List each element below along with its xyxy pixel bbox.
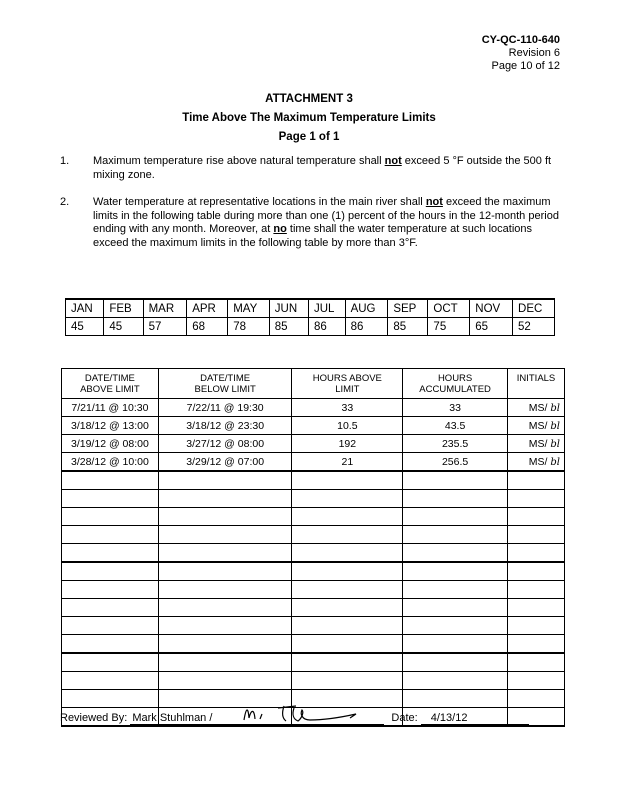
handwritten-initials: bl <box>550 420 560 432</box>
blank-cell <box>292 617 403 635</box>
header-line: INITIALS <box>516 373 556 384</box>
month-cell: JAN <box>66 299 104 318</box>
blank-cell <box>158 471 292 490</box>
initials-text: MS/ <box>528 437 548 450</box>
blank-cell <box>158 544 292 563</box>
exceedance-log-table <box>61 368 565 727</box>
month-cell: FEB <box>104 299 143 318</box>
date-below-cell: 3/18/12 @ 23:30 <box>158 417 292 435</box>
blank-cell <box>508 672 565 690</box>
blank-cell <box>292 544 403 563</box>
date-above-cell: 7/21/11 @ 10:30 <box>62 399 159 417</box>
month-cell: MAY <box>228 299 270 318</box>
initials-cell <box>508 399 565 417</box>
blank-cell <box>292 508 403 526</box>
blank-cell <box>508 471 565 490</box>
initials-cell <box>508 435 565 453</box>
hours-accumulated-cell: 43.5 <box>403 417 508 435</box>
column-header <box>158 369 292 399</box>
month-cell: JUN <box>269 299 308 318</box>
blank-row <box>62 508 565 526</box>
initials-cell <box>508 453 565 472</box>
blank-cell <box>292 471 403 490</box>
blank-cell <box>62 617 159 635</box>
blank-cell <box>403 672 508 690</box>
initials-text: MS/ <box>528 419 548 432</box>
month-cell: OCT <box>428 299 470 318</box>
date-value: 4/13/12 <box>421 712 529 725</box>
column-header <box>62 369 159 399</box>
limit-cell: 57 <box>143 318 187 336</box>
hours-above-cell: 33 <box>292 399 403 417</box>
blank-cell <box>158 526 292 544</box>
blank-row <box>62 581 565 599</box>
limit-cell: 86 <box>345 318 388 336</box>
date-below-cell: 7/22/11 @ 19:30 <box>158 399 292 417</box>
paragraph-1 <box>60 155 560 185</box>
header-line: ACCUMULATED <box>419 383 491 395</box>
revision: Revision 6 <box>508 47 560 59</box>
monthly-limits-table <box>65 298 555 336</box>
limit-cell: 86 <box>309 318 346 336</box>
blank-cell <box>158 508 292 526</box>
paragraph-2 <box>60 196 560 276</box>
page-number: Page 10 of 12 <box>491 60 560 72</box>
blank-cell <box>403 490 508 508</box>
blank-cell <box>158 490 292 508</box>
blank-cell <box>292 599 403 617</box>
header-line: BELOW LIMIT <box>194 383 256 395</box>
text-run: exceed the maximum limits in the following table during more than one (1) percent of the hours in the 12-month period ending with any month. Moreover, at <box>93 196 559 235</box>
blank-row <box>62 562 565 581</box>
paragraph-number: 2. <box>60 196 70 208</box>
blank-row <box>62 617 565 635</box>
hours-accumulated-cell: 33 <box>403 399 508 417</box>
header-line: DATE/TIME <box>84 372 135 384</box>
emphasis: no <box>273 223 287 235</box>
blank-cell <box>508 526 565 544</box>
blank-cell <box>508 490 565 508</box>
blank-cell <box>403 526 508 544</box>
reviewer-name: Mark Stuhlman / <box>132 712 213 724</box>
header-line: ABOVE LIMIT <box>80 383 140 395</box>
blank-cell <box>158 672 292 690</box>
table-row <box>62 399 565 417</box>
blank-row <box>62 490 565 508</box>
subject-title: Time Above The Maximum Temperature Limits <box>182 112 436 124</box>
blank-cell <box>403 599 508 617</box>
date-below-cell: 3/29/12 @ 07:00 <box>158 453 292 472</box>
blank-cell <box>158 562 292 581</box>
blank-cell <box>158 617 292 635</box>
blank-cell <box>403 690 508 708</box>
limit-cell: 45 <box>104 318 143 336</box>
blank-row <box>62 653 565 672</box>
blank-cell <box>62 599 159 617</box>
blank-cell <box>158 599 292 617</box>
paragraph-number: 1. <box>60 155 70 167</box>
blank-cell <box>508 544 565 563</box>
month-cell: SEP <box>388 299 428 318</box>
blank-row <box>62 471 565 490</box>
blank-cell <box>403 562 508 581</box>
month-cell: JUL <box>309 299 346 318</box>
date-above-cell: 3/19/12 @ 08:00 <box>62 435 159 453</box>
reviewer-field <box>130 712 384 725</box>
column-header <box>403 369 508 399</box>
column-header <box>292 369 403 399</box>
blank-cell <box>62 581 159 599</box>
blank-cell <box>508 562 565 581</box>
sub-page-title: Page 1 of 1 <box>278 131 340 143</box>
blank-cell <box>403 617 508 635</box>
blank-cell <box>158 581 292 599</box>
months-row <box>66 299 555 318</box>
month-cell: NOV <box>470 299 513 318</box>
blank-cell <box>292 581 403 599</box>
date-below-cell: 3/27/12 @ 08:00 <box>158 435 292 453</box>
header-line: DATE/TIME <box>200 372 251 384</box>
blank-cell <box>62 635 159 654</box>
initials-text: MS/ <box>528 455 548 468</box>
text-run: exceed 5 °F outside the 500 ft mixing zone. <box>93 155 552 181</box>
blank-cell <box>508 635 565 654</box>
table-row <box>62 417 565 435</box>
limits-row <box>66 318 555 336</box>
blank-cell <box>62 490 159 508</box>
blank-cell <box>403 635 508 654</box>
blank-cell <box>508 581 565 599</box>
month-cell: MAR <box>143 299 187 318</box>
blank-cell <box>62 526 159 544</box>
header-line: HOURS <box>437 372 473 384</box>
blank-cell <box>62 562 159 581</box>
table-row <box>62 453 565 472</box>
month-cell: APR <box>187 299 228 318</box>
blank-cell <box>292 672 403 690</box>
handwritten-initials: bl <box>550 402 560 414</box>
hours-above-cell: 192 <box>292 435 403 453</box>
limit-cell: 85 <box>388 318 428 336</box>
column-header <box>508 369 565 399</box>
text-run: Maximum temperature rise above natural temperature shall <box>93 155 385 167</box>
blank-cell <box>62 544 159 563</box>
blank-cell <box>403 544 508 563</box>
signature-icon <box>238 702 378 726</box>
blank-cell <box>508 617 565 635</box>
document-header <box>482 34 560 73</box>
date-above-cell: 3/28/12 @ 10:00 <box>62 453 159 472</box>
blank-row <box>62 526 565 544</box>
month-cell: DEC <box>513 299 555 318</box>
hours-accumulated-cell: 235.5 <box>403 435 508 453</box>
text-run: time shall the water temperature at such locations exceed the maximum limits in the following table by more than 3°F. <box>93 223 533 249</box>
blank-cell <box>508 653 565 672</box>
blank-cell <box>403 581 508 599</box>
blank-cell <box>62 653 159 672</box>
blank-cell <box>403 653 508 672</box>
limit-cell: 65 <box>470 318 513 336</box>
blank-cell <box>292 653 403 672</box>
date-label: Date: <box>391 712 418 724</box>
log-header-row <box>62 369 565 399</box>
blank-cell <box>403 508 508 526</box>
limit-cell: 52 <box>513 318 555 336</box>
emphasis: not <box>425 196 443 208</box>
blank-cell <box>158 635 292 654</box>
initials-text: MS/ <box>528 401 548 414</box>
initials-cell <box>508 417 565 435</box>
limit-cell: 75 <box>428 318 470 336</box>
hours-above-cell: 21 <box>292 453 403 472</box>
emphasis: not <box>384 155 402 167</box>
limit-cell: 45 <box>66 318 104 336</box>
handwritten-initials: bl <box>550 438 560 450</box>
blank-cell <box>62 690 159 708</box>
blank-cell <box>62 471 159 490</box>
handwritten-initials: bl <box>550 456 560 468</box>
blank-cell <box>403 471 508 490</box>
limit-cell: 85 <box>269 318 308 336</box>
blank-cell <box>508 508 565 526</box>
blank-cell <box>292 490 403 508</box>
table-row <box>62 435 565 453</box>
blank-cell <box>62 672 159 690</box>
blank-row <box>62 635 565 654</box>
blank-cell <box>292 635 403 654</box>
blank-row <box>62 672 565 690</box>
blank-row <box>62 599 565 617</box>
reviewed-label: Reviewed By: <box>60 712 128 724</box>
limit-cell: 78 <box>228 318 270 336</box>
date-above-cell: 3/18/12 @ 13:00 <box>62 417 159 435</box>
blank-cell <box>158 653 292 672</box>
hours-accumulated-cell: 256.5 <box>403 453 508 472</box>
blank-row <box>62 544 565 563</box>
attachment-title: ATTACHMENT 3 <box>265 93 353 105</box>
doc-number: CY-QC-110-640 <box>481 34 560 46</box>
paragraph-text <box>93 155 563 182</box>
hours-above-cell: 10.5 <box>292 417 403 435</box>
header-line: HOURS ABOVE <box>312 372 382 384</box>
blank-cell <box>292 526 403 544</box>
blank-cell <box>508 599 565 617</box>
blank-cell <box>62 508 159 526</box>
month-cell: AUG <box>345 299 388 318</box>
limit-cell: 68 <box>187 318 228 336</box>
review-footer <box>60 712 529 725</box>
text-run: Water temperature at representative locations in the main river shall <box>93 196 426 208</box>
paragraph-text <box>93 196 563 250</box>
blank-cell <box>508 690 565 708</box>
blank-cell <box>292 562 403 581</box>
header-line: LIMIT <box>335 383 360 395</box>
